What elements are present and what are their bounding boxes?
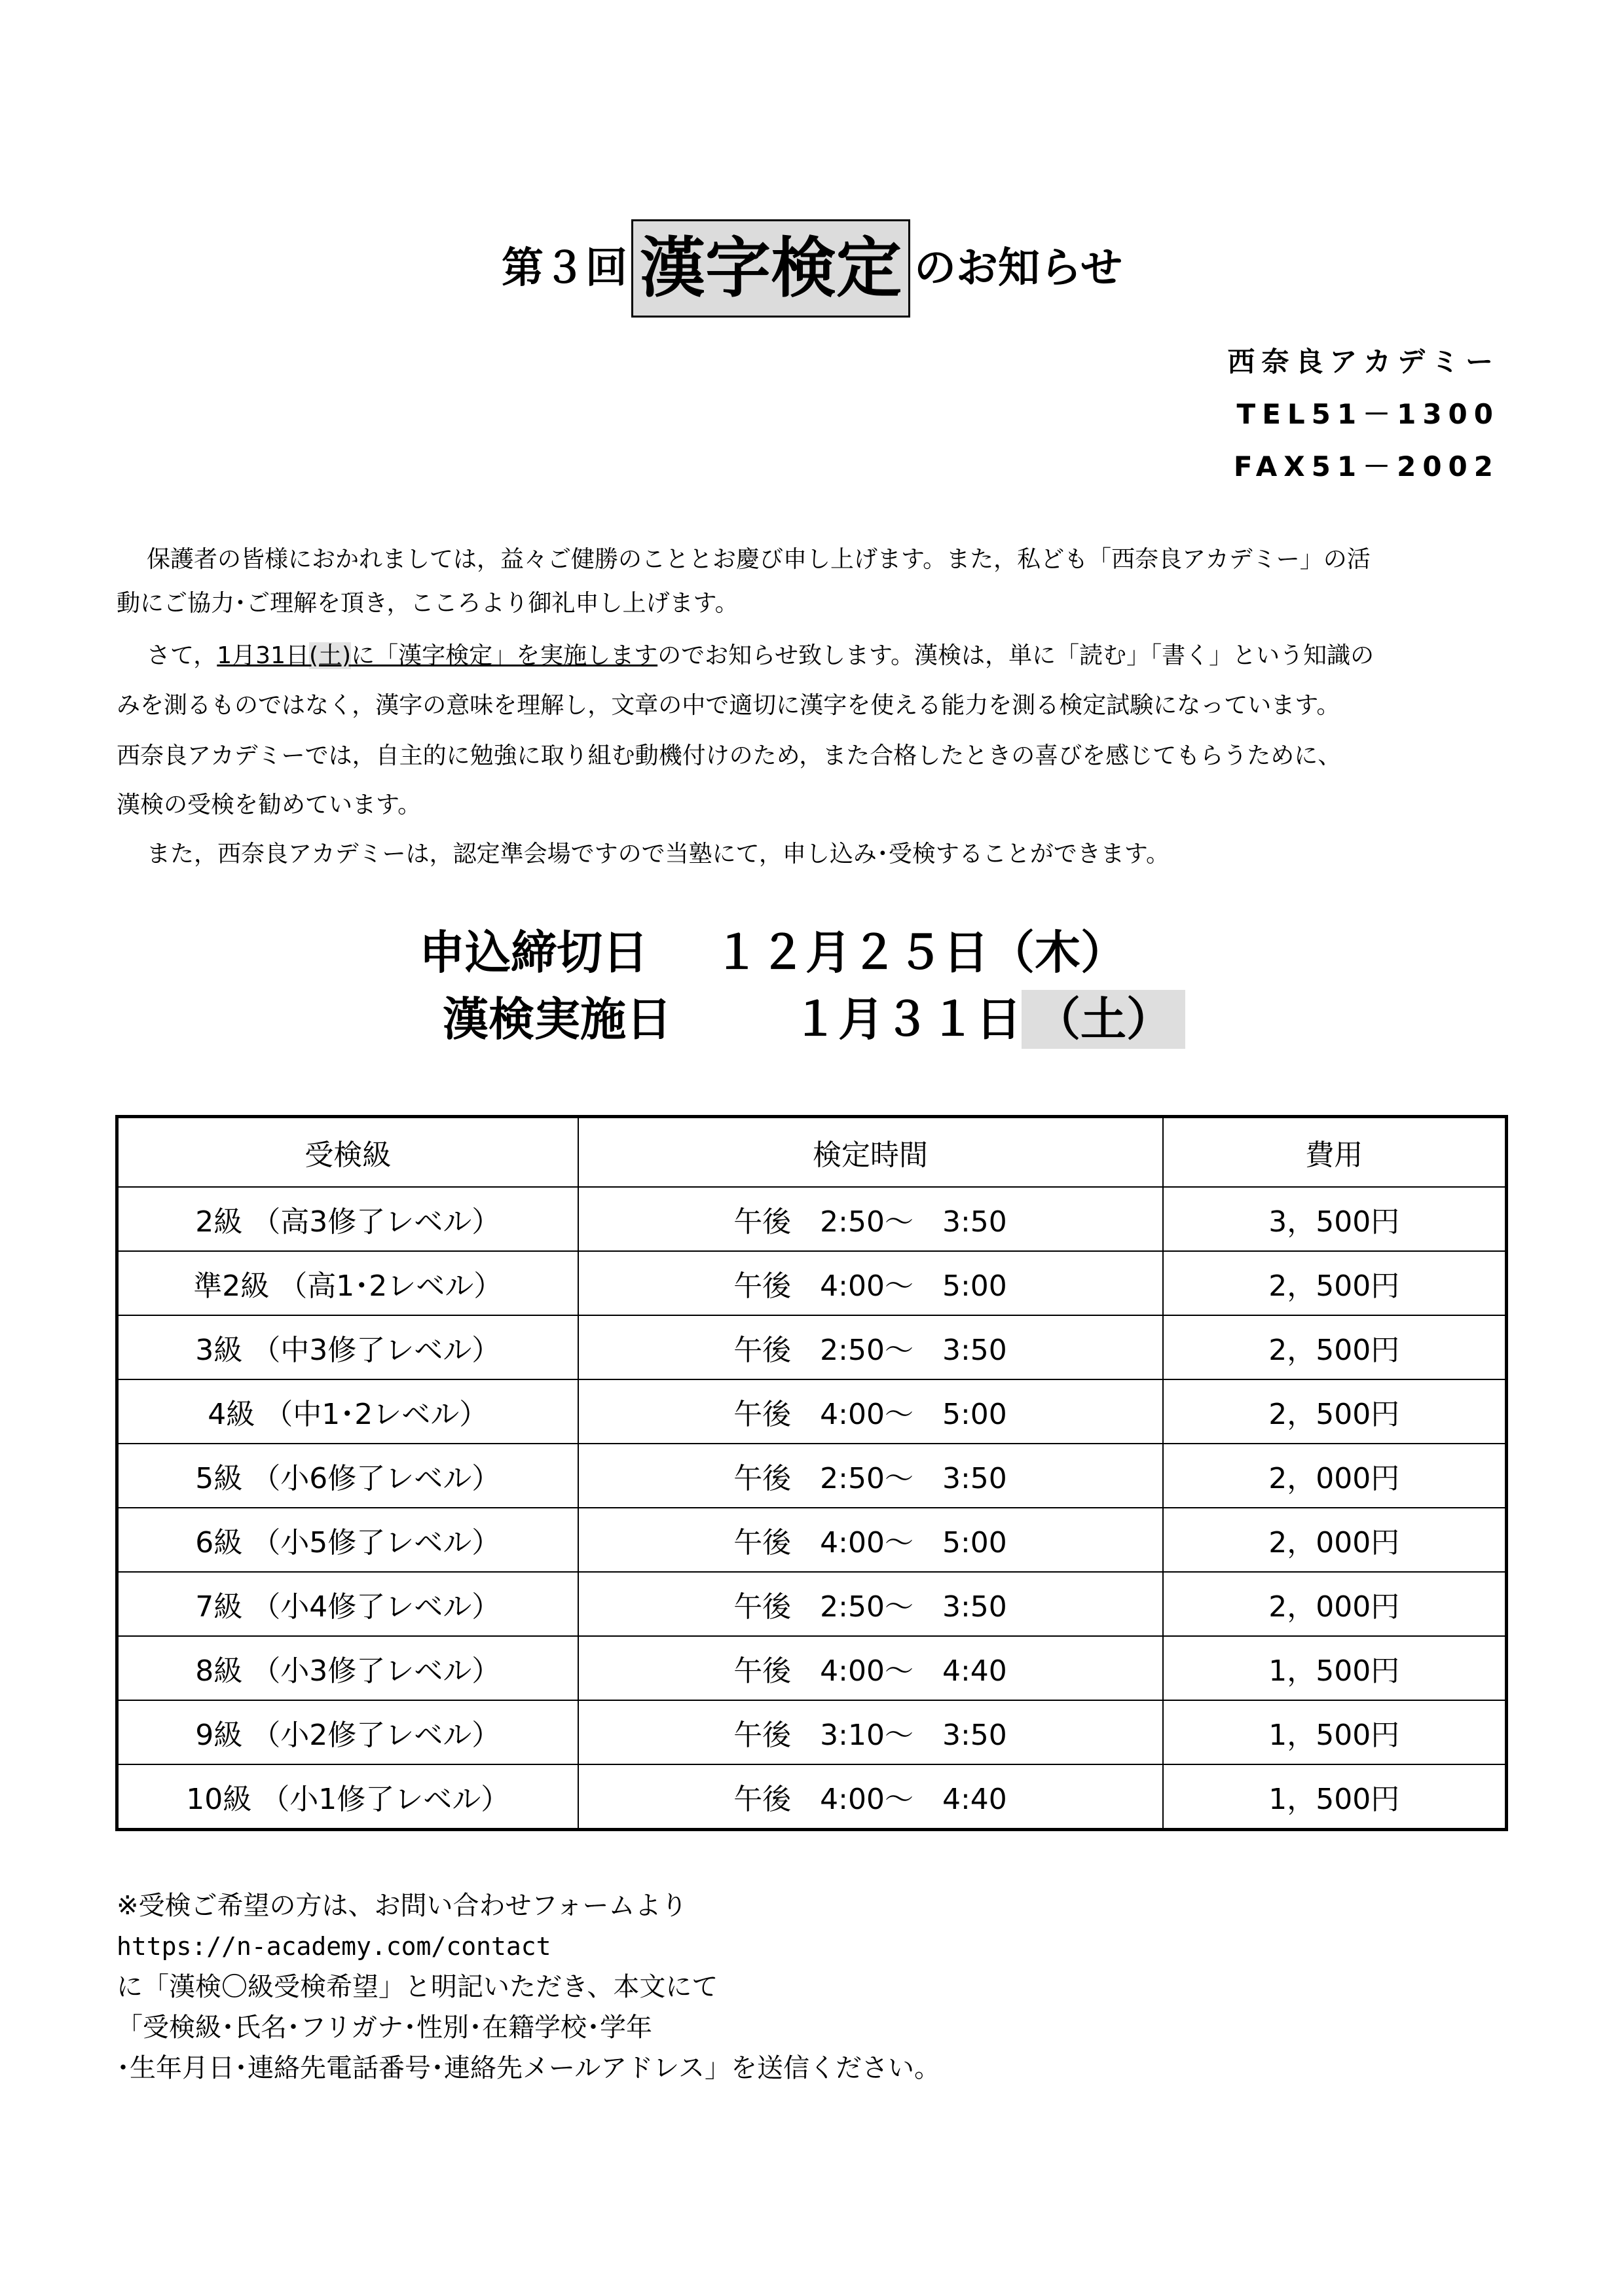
intro-line-4: みを測るものではなく，漢字の意味を理解し，文章の中で適切に漢字を使える能力を測る検定試験になっています。 <box>117 692 1340 719</box>
grade-cell: 3級 （中3修了レベル） <box>117 1315 578 1379</box>
org-tel: TEL51－1300 <box>1236 398 1500 430</box>
grade-cell: 7級 （小4修了レベル） <box>117 1572 578 1636</box>
exam-day-weekday: （土） <box>1022 990 1185 1049</box>
header-fee: 費用 <box>1163 1117 1507 1188</box>
fee-cell: 1，500円 <box>1163 1764 1507 1830</box>
time-cell: 午後 3:10～ 3:50 <box>578 1700 1163 1764</box>
table-header-row <box>117 1117 1507 1188</box>
exam-day-line <box>443 990 1185 1049</box>
fee-cell: 2，000円 <box>1163 1444 1507 1508</box>
notes-line-1: ※受検ご希望の方は、お問い合わせフォームより <box>117 1891 688 1921</box>
intro-line-2: 動にご協力･ご理解を頂き，こころより御礼申し上げます。 <box>117 590 739 617</box>
grade-cell: 2級 （高3修了レベル） <box>117 1187 578 1251</box>
fee-cell: 2，500円 <box>1163 1379 1507 1444</box>
intro-line-1: 保護者の皆様におかれましては，益々ご健勝のこととお慶び申し上げます。また，私ども「西奈良アカデミー」の活 <box>147 546 1371 573</box>
page-title <box>0 216 1624 321</box>
table-row <box>117 1251 1507 1315</box>
time-cell: 午後 4:00～ 5:00 <box>578 1379 1163 1444</box>
intro-exam-date: 1月31日 <box>217 642 309 669</box>
intro-line-5: 西奈良アカデミーでは，自主的に勉強に取り組む動機付けのため，また合格したときの喜びを感じてもらうために、 <box>117 742 1342 769</box>
table-row <box>117 1379 1507 1444</box>
grade-cell: 6級 （小5修了レベル） <box>117 1508 578 1572</box>
table-row <box>117 1187 1507 1251</box>
table-row <box>117 1444 1507 1508</box>
time-cell: 午後 2:50～ 3:50 <box>578 1315 1163 1379</box>
notes-line-3: に「漢検〇級受検希望」と明記いただき、本文にて <box>117 1972 718 2002</box>
deadline-line <box>419 923 1126 982</box>
title-highlight: 漢字検定 <box>631 219 910 318</box>
time-cell: 午後 4:00～ 4:40 <box>578 1764 1163 1830</box>
intro-line-6: 漢検の受検を勧めています。 <box>117 792 422 818</box>
intro-line-3-pre: さて， <box>147 642 217 669</box>
fee-cell: 2，000円 <box>1163 1508 1507 1572</box>
intro-line-3-post: のでお知らせ致します。漢検は，単に「読む」「書く」という知識の <box>657 642 1375 669</box>
org-name: 西奈良アカデミー <box>1227 346 1500 378</box>
fee-cell: 1，500円 <box>1163 1636 1507 1700</box>
table-row <box>117 1700 1507 1764</box>
intro-exam-day: (土) <box>309 642 352 669</box>
fee-cell: 2，000円 <box>1163 1572 1507 1636</box>
table-row <box>117 1508 1507 1572</box>
exam-day-date: １月３１日 <box>792 993 1022 1046</box>
title-suffix: のお知らせ <box>913 244 1123 293</box>
fee-cell: 2，500円 <box>1163 1315 1507 1379</box>
application-notes <box>117 1886 940 2088</box>
intro-line-7: また，西奈良アカデミーは，認定準会場ですので当塾にて，申し込み･受検することができます。 <box>147 841 1170 867</box>
header-grade: 受検級 <box>117 1117 578 1188</box>
header-time: 検定時間 <box>578 1117 1163 1188</box>
grade-cell: 4級 （中1･2レベル） <box>117 1379 578 1444</box>
exam-day-label: 漢検実施日 <box>443 993 672 1046</box>
table-row <box>117 1636 1507 1700</box>
time-cell: 午後 2:50～ 3:50 <box>578 1444 1163 1508</box>
title-prefix: 第３回 <box>501 244 627 293</box>
table-row <box>117 1764 1507 1830</box>
intro-line-3 <box>117 640 1548 672</box>
notes-line-5: ･生年月日･連絡先電話番号･連絡先メールアドレス」を送信ください。 <box>117 2053 940 2083</box>
contact-url-link[interactable]: https://n-academy.com/contact <box>117 1932 551 1961</box>
grade-cell: 9級 （小2修了レベル） <box>117 1700 578 1764</box>
grade-cell: 10級 （小1修了レベル） <box>117 1764 578 1830</box>
org-fax: FAX51－2002 <box>1233 450 1500 483</box>
time-cell: 午後 4:00～ 5:00 <box>578 1251 1163 1315</box>
notes-line-4: 「受検級･氏名･フリガナ･性別･在籍学校･学年 <box>117 2013 652 2043</box>
deadline-label: 申込締切日 <box>419 926 648 979</box>
fee-cell: 2，500円 <box>1163 1251 1507 1315</box>
deadline-value: １２月２５日（木） <box>714 926 1126 979</box>
time-cell: 午後 2:50～ 3:50 <box>578 1572 1163 1636</box>
time-cell: 午後 2:50～ 3:50 <box>578 1187 1163 1251</box>
grade-cell: 8級 （小3修了レベル） <box>117 1636 578 1700</box>
intro-exam-event: に「漢字検定」を実施します <box>351 642 658 669</box>
table-row <box>117 1315 1507 1379</box>
grade-cell: 5級 （小6修了レベル） <box>117 1444 578 1508</box>
time-cell: 午後 4:00～ 4:40 <box>578 1636 1163 1700</box>
grade-cell: 準2級 （高1･2レベル） <box>117 1251 578 1315</box>
fee-cell: 1，500円 <box>1163 1700 1507 1764</box>
fee-cell: 3，500円 <box>1163 1187 1507 1251</box>
table-row <box>117 1572 1507 1636</box>
exam-schedule-table <box>115 1115 1508 1831</box>
time-cell: 午後 4:00～ 5:00 <box>578 1508 1163 1572</box>
